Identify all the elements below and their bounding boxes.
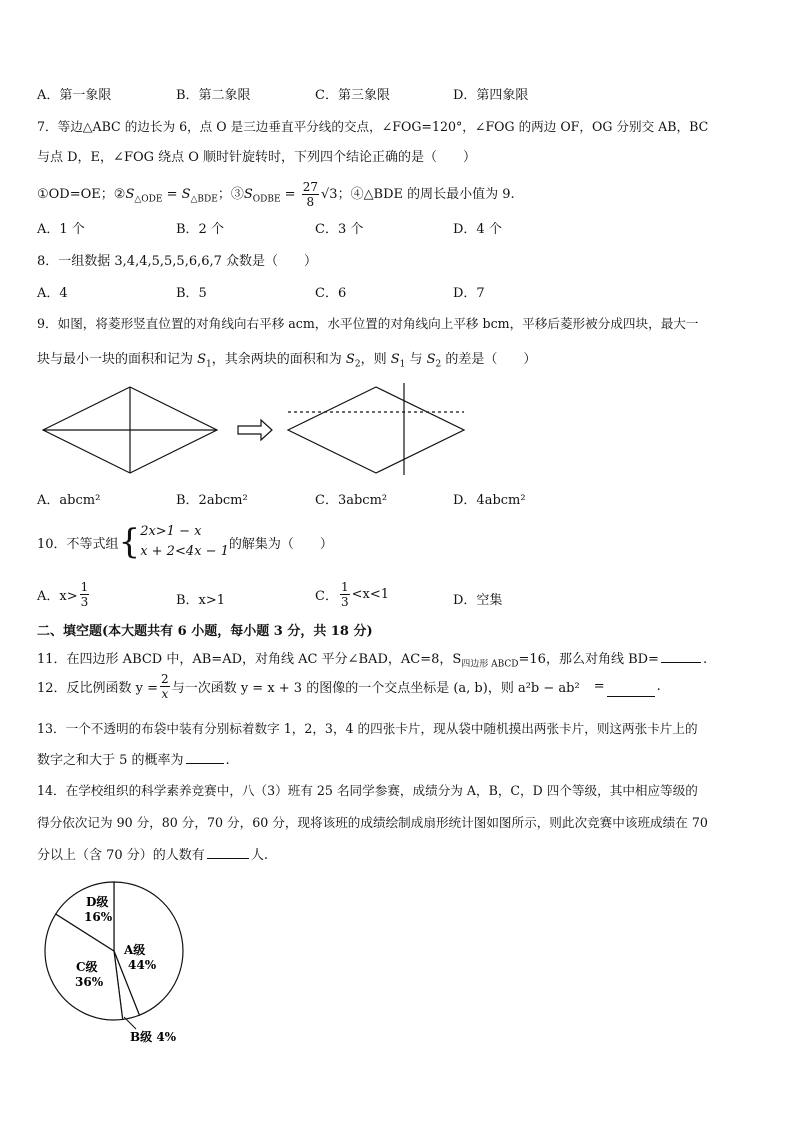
translated-rhombus [288,383,464,475]
pie-label-a: A级 [124,943,146,957]
q10-option-c: C． $\frac{1}{3}$ <x<1 [315,580,389,609]
q13-line1: 13．一个不透明的布袋中装有分别标着数字 1，2，3，4 的四张卡片，现从袋中随机摸出两张卡片，则这两张卡片上的 [37,721,698,736]
inequality-system: 2x>1 − x x + 2<4x − 1 [140,524,229,559]
q6-option-c: C．第三象限 [315,88,390,103]
q9-option-a: A．abcm² [37,493,101,508]
q7-option-c: C．3 个 [315,222,364,237]
pie-label-c-pct: 36% [75,975,104,989]
q12-text: 12．反比例函数 y = $\frac{2}{x}$ 与一次函数 y = x + 3 的图像的一个交点坐标是 (a, b)，则 a²b − ab² = . [37,672,661,701]
pie-label-d: D级 [86,895,109,909]
q6-option-a: A．第一象限 [37,88,112,103]
q6-option-d: D．第四象限 [453,88,529,103]
q8-option-d: D．7 [453,286,485,301]
q9-option-d: D．4abcm² [453,493,526,508]
rhombus-figure [36,383,476,478]
q13-line2: 数字之和大于 5 的概率为 . [37,753,230,768]
q10-text: 10．不等式组 { 2x>1 − x x + 2<4x − 1 的解集为（ ） [37,522,333,562]
pie-label-d-pct: 16% [84,910,113,924]
q7-line2: 与点 D，E，∠FOG 绕点 O 顺时针旋转时，下列四个结论正确的是（ ） [37,150,477,165]
q7-option-d: D．4 个 [453,222,502,237]
q14-line1: 14．在学校组织的科学素养竞赛中，八（3）班有 25 名同学参赛，成绩分为 A，B，C，D 四个等级，其中相应等级的 [37,783,698,798]
q7-option-b: B．2 个 [176,222,224,237]
q10-option-d: D．空集 [453,593,503,608]
q6-option-b: B．第二象限 [176,88,251,103]
q7-option-a: A．1 个 [37,222,85,237]
pie-label-b: B级 4% [130,1030,177,1044]
q7-conclusions: ①OD=OE；$②S_{\triangle ODE} = S_{\triangle BDE}$；$③S_{ODBE}$ = $\frac{27}{8}$ √3；④△BDE 的周长最小值为 9. [37,180,515,209]
q9-option-b: B．2abcm² [176,493,248,508]
q14-line2: 得分依次记为 90 分，80 分，70 分，60 分，现将该班的成绩绘制成扇形统计图如图所示，则此次竞赛中该班成绩在 70 [37,815,708,830]
q10-option-b: B．x>1 [176,593,226,608]
q8-option-c: C．6 [315,286,347,301]
pie-chart [40,875,200,1050]
q10-option-a: A．x> $\frac{1}{3}$ [37,580,89,609]
q9-line1: 9．如图，将菱形竖直位置的对角线向右平移 acm，水平位置的对角线向上平移 bcm，平移后菱形被分成四块，最大一 [37,316,699,331]
pie-label-c: C级 [76,960,98,974]
q9-line2: 块与最小一块的面积和记为 $S_1$，其余两块的面积和为 $S_2$，则 $S_1$ 与 $S_2$ 的差是（ ） [37,352,537,370]
q8-option-a: A．4 [37,286,68,301]
pie-leader-b [124,1017,136,1029]
q8-option-b: B．5 [176,286,207,301]
q8-text: 8．一组数据 3,4,4,5,5,5,6,6,7 众数是（ ） [37,254,318,269]
q9-option-c: C．3abcm² [315,493,388,508]
q7-line1: 7．等边△ABC 的边长为 6，点 O 是三边垂直平分线的交点，∠FOG=120°，∠FOG 的两边 OF，OG 分别交 AB，BC [37,119,709,134]
pie-label-a-pct: 44% [128,958,157,972]
q11-text: 11．在四边形 ABCD 中，AB=AD，对角线 AC 平分∠BAD，AC=8，$S_{四边形 ABCD}=16$，那么对角线 BD= . [37,652,708,670]
right-arrow-icon [238,420,272,440]
section-2-heading: 二、填空题(本大题共有 6 小题，每小题 3 分，共 18 分) [37,624,373,639]
q14-line3: 分以上（含 70 分）的人数有 人. [37,848,268,863]
original-rhombus [43,387,217,473]
q7-fraction: $\frac{27}{8}$ [302,180,318,209]
